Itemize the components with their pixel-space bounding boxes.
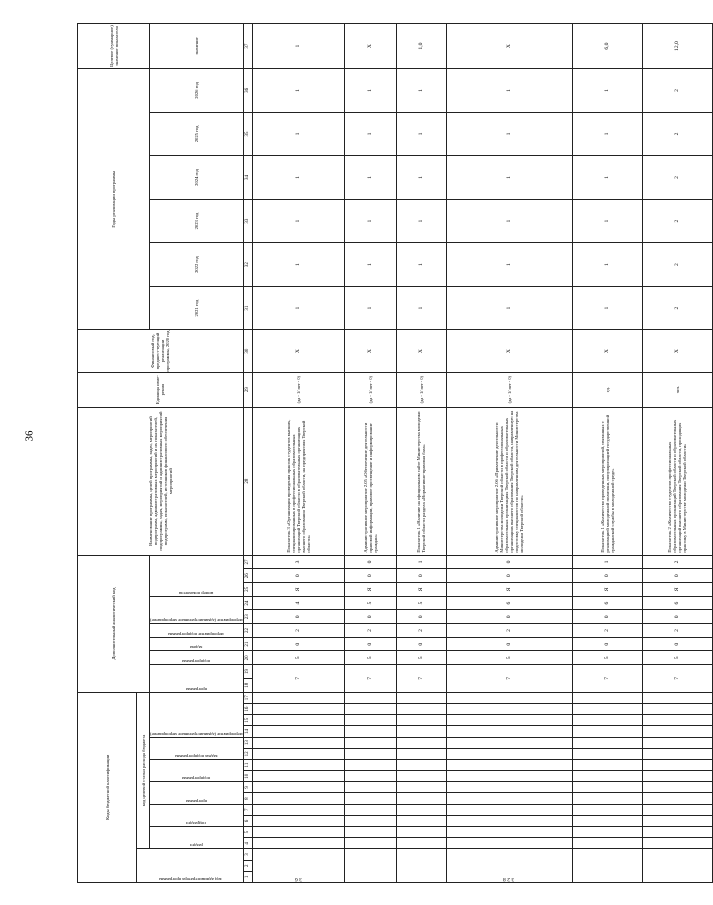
dop-code-digit: 0 bbox=[344, 569, 396, 583]
dop-code-digit: 0 bbox=[642, 569, 712, 583]
dop-code-digit: 2 bbox=[572, 624, 642, 638]
table-row bbox=[572, 24, 642, 883]
budget-code-cell bbox=[252, 827, 344, 838]
header-target-article: код целевой статьи расхода бюджета bbox=[137, 692, 150, 849]
indicator-description: Показатель 3 «Организация проведения практик студентов высших, специализированных в профессиональных образовательных организаций Тверской области в образовательных организациях высшего образования Тверской области, на предприятиях Тверской области» bbox=[252, 407, 344, 555]
budget-code-cell bbox=[572, 804, 642, 815]
dop-code-digit: 0 bbox=[344, 610, 396, 624]
target-value: 6,0 bbox=[572, 24, 642, 69]
budget-code-cell bbox=[446, 759, 572, 770]
budget-code-cell bbox=[572, 726, 642, 737]
budget-code-cell bbox=[252, 782, 344, 793]
column-number: 33 bbox=[243, 199, 252, 243]
table-row bbox=[252, 24, 344, 883]
budget-code-cell bbox=[572, 793, 642, 804]
budget-code-cell bbox=[572, 838, 642, 849]
admin-code-cell bbox=[642, 849, 712, 883]
header-task-code: задача подпрограммы bbox=[174, 753, 218, 759]
base-year-value: Х bbox=[642, 330, 712, 372]
header-year-2021: 2021 год bbox=[150, 286, 244, 330]
budget-code-cell bbox=[396, 782, 446, 793]
column-number: 31 bbox=[243, 286, 252, 330]
header-year-2024: 2024 год bbox=[150, 156, 244, 200]
budget-code-cell bbox=[446, 827, 572, 838]
dop-code-digit: 3 bbox=[252, 555, 344, 569]
budget-code-cell bbox=[642, 782, 712, 793]
base-year-value: Х bbox=[344, 330, 396, 372]
header-dop-admin-measure: мероприятие (административное мероприятие) bbox=[150, 618, 243, 624]
budget-code-cell bbox=[396, 771, 446, 782]
budget-code-cell bbox=[396, 827, 446, 838]
budget-code-cell bbox=[344, 771, 396, 782]
budget-code-cell bbox=[446, 692, 572, 703]
column-number: 9 bbox=[243, 782, 252, 793]
budget-code-cell bbox=[344, 748, 396, 759]
budget-code-cell bbox=[572, 692, 642, 703]
dop-code-digit: 0 bbox=[446, 637, 572, 651]
budget-code-cell bbox=[252, 704, 344, 715]
budget-code-cell bbox=[572, 748, 642, 759]
budget-code-cell bbox=[446, 838, 572, 849]
budget-code-cell bbox=[396, 704, 446, 715]
column-number: 6 bbox=[243, 815, 252, 826]
budget-code-cell bbox=[344, 737, 396, 748]
column-number: 35 bbox=[243, 112, 252, 156]
budget-code-cell bbox=[252, 815, 344, 826]
year-value: 1 bbox=[252, 199, 344, 243]
dop-code-digit: 6 bbox=[642, 596, 712, 610]
column-number: 12 bbox=[243, 748, 252, 759]
year-value: 2 bbox=[642, 69, 712, 113]
dop-code-digit: 6 bbox=[446, 596, 572, 610]
table-row bbox=[396, 24, 446, 883]
dop-code-digit: 5 bbox=[344, 651, 396, 665]
column-number: 18 bbox=[243, 678, 252, 692]
dop-code-digit: 1 bbox=[572, 555, 642, 569]
year-value: 1 bbox=[572, 156, 642, 200]
year-value: 1 bbox=[344, 286, 396, 330]
budget-code-cell bbox=[642, 815, 712, 826]
budget-code-cell bbox=[446, 815, 572, 826]
dop-code-digit: 6 bbox=[572, 596, 642, 610]
budget-code-cell bbox=[642, 715, 712, 726]
budget-code-cell bbox=[344, 827, 396, 838]
base-year-value: Х bbox=[396, 330, 446, 372]
dop-code-digit: 2 bbox=[642, 624, 712, 638]
base-year-value: Х bbox=[252, 330, 344, 372]
dop-code-digit: 0 bbox=[396, 569, 446, 583]
budget-code-cell bbox=[396, 804, 446, 815]
admin-code-cell bbox=[252, 849, 344, 883]
budget-code-cell bbox=[642, 692, 712, 703]
dop-code-digit: 0 bbox=[252, 569, 344, 583]
unit-cell: (да - 1/ нет - 0) bbox=[252, 372, 344, 407]
budget-code-cell bbox=[344, 726, 396, 737]
unit-cell: чел. bbox=[642, 372, 712, 407]
table-row bbox=[642, 24, 712, 883]
dop-code-digit: 0 bbox=[446, 555, 572, 569]
year-value: 1 bbox=[446, 112, 572, 156]
dop-code-digit: 0 bbox=[252, 637, 344, 651]
column-number: 34 bbox=[243, 156, 252, 200]
budget-code-cell bbox=[252, 737, 344, 748]
year-value: 1 bbox=[446, 199, 572, 243]
year-value: 1 bbox=[396, 112, 446, 156]
target-value: 1,0 bbox=[396, 24, 446, 69]
column-number: 7 bbox=[243, 804, 252, 815]
year-value: 2 bbox=[642, 156, 712, 200]
column-number: 2 bbox=[243, 860, 252, 871]
budget-code-cell bbox=[344, 838, 396, 849]
year-value: 1 bbox=[446, 69, 572, 113]
indicator-description: Показатель 1 «Количество проведенных мероприятий, связанных с реализацией молодежной политики, популяризацией государственной гражданской службы в молодежной среде» bbox=[572, 407, 642, 555]
unit-cell: (да - 1/ нет - 0) bbox=[446, 372, 572, 407]
dop-code-digit: 7 bbox=[396, 665, 446, 692]
dop-code-digit: Я bbox=[344, 583, 396, 597]
budget-code-cell bbox=[572, 827, 642, 838]
budget-code-cell bbox=[446, 782, 572, 793]
budget-code-cell bbox=[252, 759, 344, 770]
year-value: 1 bbox=[572, 199, 642, 243]
indicator-description: Административное мероприятие 2.05 «Обеспечение деятельности правовой информации, правовое просвещение и информирование граждан» bbox=[344, 407, 396, 555]
header-program: программа bbox=[185, 798, 207, 804]
dop-code-digit: 2 bbox=[344, 624, 396, 638]
year-value: 2 bbox=[642, 112, 712, 156]
dop-code-digit: 2 bbox=[252, 624, 344, 638]
dop-code-digit: 0 bbox=[344, 637, 396, 651]
budget-code-cell bbox=[446, 715, 572, 726]
header-target-value: значение bbox=[150, 24, 244, 69]
header-podrazdel: подраздел bbox=[186, 821, 207, 827]
column-number: 11 bbox=[243, 759, 252, 770]
year-value: 1 bbox=[396, 286, 446, 330]
dop-code-digit: Я bbox=[446, 583, 572, 597]
dop-code-digit: 1 bbox=[396, 555, 446, 569]
dop-code-digit: 0 bbox=[446, 610, 572, 624]
dop-code-digit: 4 bbox=[252, 596, 344, 610]
header-target: Целевое (суммарное) значение показателя bbox=[78, 24, 150, 69]
admin-code-cell bbox=[572, 849, 642, 883]
year-value: 1 bbox=[252, 286, 344, 330]
budget-code-cell bbox=[446, 726, 572, 737]
year-value: 2 bbox=[642, 199, 712, 243]
admin-code-cell bbox=[396, 849, 446, 883]
unit-cell: ед. bbox=[572, 372, 642, 407]
column-number: 4 bbox=[243, 838, 252, 849]
dop-code-digit: Я bbox=[572, 583, 642, 597]
budget-code-cell bbox=[344, 804, 396, 815]
year-value: 1 bbox=[572, 243, 642, 287]
dop-code-digit: Я bbox=[252, 583, 344, 597]
base-year-value: Х bbox=[572, 330, 642, 372]
header-dop-indicator-number: номер показателя bbox=[179, 590, 214, 596]
budget-code-cell bbox=[642, 759, 712, 770]
year-value: 1 bbox=[396, 156, 446, 200]
target-value: Х bbox=[344, 24, 396, 69]
budget-code-cell bbox=[344, 793, 396, 804]
admin-code-cell bbox=[344, 849, 396, 883]
rotated-table-block bbox=[77, 23, 688, 883]
dop-code-digit: Я bbox=[396, 583, 446, 597]
budget-code-cell bbox=[252, 838, 344, 849]
dop-code-digit: 5 bbox=[252, 651, 344, 665]
dop-code-digit: 2 bbox=[642, 555, 712, 569]
column-number: 28 bbox=[243, 407, 252, 555]
unit-cell: (да - 1/ нет - 0) bbox=[396, 372, 446, 407]
year-value: 1 bbox=[396, 199, 446, 243]
dop-code-digit: 5 bbox=[642, 651, 712, 665]
header-year-2022: 2022 год bbox=[150, 243, 244, 287]
unit-cell: (да - 1/ нет - 0) bbox=[344, 372, 396, 407]
budget-code-cell bbox=[642, 748, 712, 759]
budget-code-cell bbox=[344, 704, 396, 715]
budget-code-cell bbox=[344, 782, 396, 793]
budget-code-cell bbox=[344, 692, 396, 703]
page-number: 36 bbox=[23, 430, 36, 442]
column-number: 13 bbox=[243, 737, 252, 748]
year-value: 1 bbox=[252, 243, 344, 287]
budget-code-cell bbox=[642, 804, 712, 815]
year-value: 2 bbox=[642, 286, 712, 330]
column-number: 20 bbox=[243, 651, 252, 665]
budget-code-cell bbox=[344, 759, 396, 770]
dop-code-digit: 0 bbox=[572, 637, 642, 651]
year-value: 1 bbox=[396, 243, 446, 287]
budget-code-cell bbox=[446, 804, 572, 815]
column-number: 25 bbox=[243, 583, 252, 597]
budget-code-cell bbox=[446, 748, 572, 759]
column-number-row bbox=[243, 24, 252, 883]
budget-code-cell bbox=[572, 704, 642, 715]
dop-code-digit: Я bbox=[642, 583, 712, 597]
budget-code-cell bbox=[446, 704, 572, 715]
header-years-group: Годы реализации программы bbox=[78, 69, 150, 330]
target-value: 12,0 bbox=[642, 24, 712, 69]
dop-code-digit: 5 bbox=[344, 596, 396, 610]
dop-code-digit: 7 bbox=[344, 665, 396, 692]
dop-code-digit: 0 bbox=[396, 610, 446, 624]
dop-code-digit: 7 bbox=[446, 665, 572, 692]
column-number: 36 bbox=[243, 69, 252, 113]
base-year-value: Х bbox=[446, 330, 572, 372]
budget-code-cell bbox=[344, 715, 396, 726]
header-dop-task: задача bbox=[190, 645, 203, 651]
budget-code-cell bbox=[446, 793, 572, 804]
column-number: 10 bbox=[243, 771, 252, 782]
budget-code-cell bbox=[396, 748, 446, 759]
budget-code-cell bbox=[642, 827, 712, 838]
admin-code-cell bbox=[446, 849, 572, 883]
header-razdel: раздел bbox=[189, 843, 203, 849]
budget-code-cell bbox=[572, 815, 642, 826]
budget-code-cell bbox=[396, 815, 446, 826]
column-number: 22 bbox=[243, 624, 252, 638]
budget-code-cell bbox=[446, 771, 572, 782]
dop-code-digit: 0 bbox=[344, 555, 396, 569]
dop-code-digit: 7 bbox=[252, 665, 344, 692]
column-number: 19 bbox=[243, 665, 252, 679]
header-dop-measure: мероприятие подпрограммы bbox=[168, 631, 225, 637]
indicator-description: Административное мероприятие 2.06 «Привлечение деятельности Министерства молодежи Тверской области в профессиональных образовательных организациях Тверской области и образовательных организациях высшего образования Тверской области, направленную на подготовку специалистов по направлениям деятельности Министерства молодежи Тверской области» bbox=[446, 407, 572, 555]
dop-code-digit: 5 bbox=[396, 596, 446, 610]
year-value: 1 bbox=[344, 156, 396, 200]
year-value: 1 bbox=[344, 199, 396, 243]
budget-code-cell bbox=[252, 793, 344, 804]
budget-code-cell bbox=[642, 771, 712, 782]
target-value: Х bbox=[446, 24, 572, 69]
year-value: 1 bbox=[446, 156, 572, 200]
budget-code-cell bbox=[252, 692, 344, 703]
budget-code-cell bbox=[446, 737, 572, 748]
year-value: 1 bbox=[446, 243, 572, 287]
year-value: 1 bbox=[396, 69, 446, 113]
column-number: 15 bbox=[243, 715, 252, 726]
header-unit: Единица изме-рения bbox=[78, 372, 244, 407]
year-value: 1 bbox=[252, 69, 344, 113]
budget-code-cell bbox=[572, 715, 642, 726]
budget-code-cell bbox=[396, 793, 446, 804]
dop-code-digit: 0 bbox=[642, 610, 712, 624]
budget-code-cell bbox=[572, 782, 642, 793]
table-row bbox=[344, 24, 396, 883]
year-value: 1 bbox=[252, 156, 344, 200]
budget-code-cell bbox=[396, 715, 446, 726]
budget-code-cell bbox=[252, 726, 344, 737]
header-dop-program: программа bbox=[185, 686, 207, 692]
budget-code-cell bbox=[642, 737, 712, 748]
column-number: 1 bbox=[243, 871, 252, 882]
budget-code-cell bbox=[396, 692, 446, 703]
header-dop-subprogram: подпрограмма bbox=[182, 659, 211, 665]
year-value: 1 bbox=[344, 243, 396, 287]
year-value: 1 bbox=[572, 112, 642, 156]
header-admin: код администратора программы bbox=[158, 877, 222, 882]
column-number: 27 bbox=[243, 555, 252, 569]
budget-code-cell bbox=[642, 704, 712, 715]
budget-code-cell bbox=[396, 759, 446, 770]
column-number: 23 bbox=[243, 610, 252, 624]
admin-code: 3 6 bbox=[294, 876, 302, 882]
program-indicators-table bbox=[77, 23, 713, 883]
header-year-2025: 2025 год bbox=[150, 112, 244, 156]
budget-code-cell bbox=[396, 726, 446, 737]
budget-code-cell bbox=[572, 737, 642, 748]
budget-code-cell bbox=[572, 771, 642, 782]
dop-code-digit: 0 bbox=[446, 569, 572, 583]
year-value: 1 bbox=[344, 112, 396, 156]
column-number: 26 bbox=[243, 569, 252, 583]
column-number: 37 bbox=[243, 24, 252, 69]
column-number: 16 bbox=[243, 704, 252, 715]
budget-code-cell bbox=[252, 715, 344, 726]
dop-code-digit: 7 bbox=[572, 665, 642, 692]
year-value: 1 bbox=[572, 286, 642, 330]
budget-code-cell bbox=[642, 726, 712, 737]
table-row bbox=[446, 24, 572, 883]
dop-code-digit: 0 bbox=[642, 637, 712, 651]
target-value: 1 bbox=[252, 24, 344, 69]
year-value: 1 bbox=[446, 286, 572, 330]
header-naimenovanie: Наименование программы, целей программы, задач, мероприятий подпрограмм, административных мероприятий и их показателей, подпрограммы, задач, мероприятий и административных мероприятий подпрограмм, показателей, источников финансового обеспечения мероприятий bbox=[78, 407, 244, 555]
header-code-bk: Коды бюджетной классификации bbox=[78, 692, 137, 882]
column-number: 17 bbox=[243, 692, 252, 703]
column-number: 24 bbox=[243, 596, 252, 610]
column-number: 5 bbox=[243, 827, 252, 838]
budget-code-cell bbox=[252, 804, 344, 815]
dop-code-digit: 7 bbox=[642, 665, 712, 692]
column-number: 32 bbox=[243, 243, 252, 287]
budget-code-cell bbox=[344, 815, 396, 826]
header-dop-code: Дополнительный аналитический код bbox=[78, 555, 150, 692]
header-activity-code: мероприятие (административное мероприятие) bbox=[150, 731, 243, 737]
budget-code-cell bbox=[572, 759, 642, 770]
header-year-2023: 2023 год bbox=[150, 199, 244, 243]
indicator-description: Показатель 2 «Количество студентов профессиональных образовательных организаций Тверской области и образовательных организаций высшего образования Тверской области, проходящих практику в Министерстве молодежи Тверской области» bbox=[642, 407, 712, 555]
dop-code-digit: 5 bbox=[572, 651, 642, 665]
budget-code-cell bbox=[396, 838, 446, 849]
dop-code-digit: 2 bbox=[446, 624, 572, 638]
dop-code-digit: 0 bbox=[396, 637, 446, 651]
dop-code-digit: 2 bbox=[396, 624, 446, 638]
header-year-2026: 2026 год bbox=[150, 69, 244, 113]
dop-code-digit: 5 bbox=[446, 651, 572, 665]
dop-code-digit: 5 bbox=[396, 651, 446, 665]
year-value: 1 bbox=[252, 112, 344, 156]
budget-code-cell bbox=[396, 737, 446, 748]
header-subprogram: подпрограмма bbox=[182, 776, 211, 782]
year-value: 1 bbox=[344, 69, 396, 113]
admin-code: 3 2 8 bbox=[503, 876, 515, 882]
column-number: 21 bbox=[243, 637, 252, 651]
column-number: 8 bbox=[243, 793, 252, 804]
budget-code-cell bbox=[252, 748, 344, 759]
indicator-description: Показатель 1 «Наличие на официальном сайте Министерства молодежи Тверской области раздела «Нормативно-правовая база» bbox=[396, 407, 446, 555]
budget-code-cell bbox=[642, 838, 712, 849]
dop-code-digit: 0 bbox=[252, 610, 344, 624]
year-value: 1 bbox=[572, 69, 642, 113]
column-number: 14 bbox=[243, 726, 252, 737]
year-value: 2 bbox=[642, 243, 712, 287]
column-number: 29 bbox=[243, 372, 252, 407]
dop-code-digit: 0 bbox=[572, 610, 642, 624]
column-number: 3 bbox=[243, 849, 252, 860]
budget-code-cell bbox=[252, 771, 344, 782]
column-number: 30 bbox=[243, 330, 252, 372]
dop-code-digit: 0 bbox=[572, 569, 642, 583]
budget-code-cell bbox=[642, 793, 712, 804]
header-fin-year: Финансовый год, предшест-вующий реализации программы, 2020 год bbox=[78, 330, 244, 372]
